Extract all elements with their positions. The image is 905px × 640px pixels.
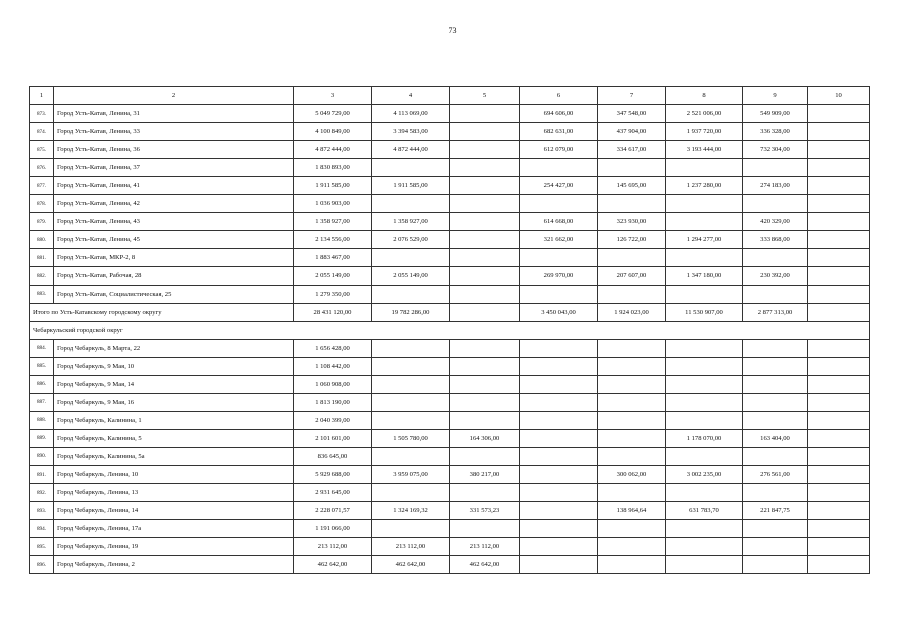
value-cell-c8 xyxy=(666,159,743,177)
value-cell-c3: 2 040 399,00 xyxy=(294,411,372,429)
value-cell-c8 xyxy=(666,447,743,465)
value-cell-c10 xyxy=(808,502,870,520)
value-cell-c9: 336 328,00 xyxy=(743,123,808,141)
value-cell-c9: 549 909,00 xyxy=(743,105,808,123)
row-number: 878. xyxy=(30,195,54,213)
row-number: 873. xyxy=(30,105,54,123)
total-value-c9: 2 877 313,00 xyxy=(743,303,808,321)
value-cell-c7 xyxy=(598,447,666,465)
table-row xyxy=(30,177,870,195)
value-cell-c10 xyxy=(808,177,870,195)
value-cell-c4: 3 959 075,00 xyxy=(372,465,450,483)
table-row xyxy=(30,195,870,213)
value-cell-c4: 4 872 444,00 xyxy=(372,141,450,159)
address-cell: Город Усть-Катав, Ленина, 45 xyxy=(54,231,294,249)
value-cell-c7: 207 607,00 xyxy=(598,267,666,285)
row-number: 882. xyxy=(30,267,54,285)
address-cell: Город Усть-Катав, Ленина, 43 xyxy=(54,213,294,231)
value-cell-c9 xyxy=(743,357,808,375)
value-cell-c8 xyxy=(666,538,743,556)
table-row xyxy=(30,159,870,177)
value-cell-c6: 269 970,00 xyxy=(520,267,598,285)
value-cell-c5 xyxy=(450,105,520,123)
value-cell-c10 xyxy=(808,411,870,429)
row-number: 876. xyxy=(30,159,54,177)
value-cell-c7: 300 062,00 xyxy=(598,465,666,483)
value-cell-c9: 420 329,00 xyxy=(743,213,808,231)
value-cell-c4 xyxy=(372,520,450,538)
value-cell-c10 xyxy=(808,159,870,177)
value-cell-c3: 5 049 729,00 xyxy=(294,105,372,123)
value-cell-c6 xyxy=(520,465,598,483)
value-cell-c9 xyxy=(743,556,808,574)
value-cell-c6 xyxy=(520,484,598,502)
address-cell: Город Чебаркуль, 9 Мая, 16 xyxy=(54,393,294,411)
value-cell-c3: 2 101 601,00 xyxy=(294,429,372,447)
table-row xyxy=(30,411,870,429)
row-number: 883. xyxy=(30,285,54,303)
value-cell-c5 xyxy=(450,177,520,195)
value-cell-c8 xyxy=(666,484,743,502)
value-cell-c7: 347 548,00 xyxy=(598,105,666,123)
row-number: 881. xyxy=(30,249,54,267)
value-cell-c6 xyxy=(520,339,598,357)
value-cell-c10 xyxy=(808,285,870,303)
table-row xyxy=(30,213,870,231)
value-cell-c7 xyxy=(598,538,666,556)
value-cell-c5 xyxy=(450,411,520,429)
value-cell-c10 xyxy=(808,357,870,375)
value-cell-c7 xyxy=(598,339,666,357)
value-cell-c10 xyxy=(808,538,870,556)
value-cell-c8: 631 783,70 xyxy=(666,502,743,520)
value-cell-c9: 221 847,75 xyxy=(743,502,808,520)
value-cell-c4 xyxy=(372,339,450,357)
address-cell: Город Чебаркуль, Ленина, 19 xyxy=(54,538,294,556)
value-cell-c10 xyxy=(808,520,870,538)
row-number: 877. xyxy=(30,177,54,195)
row-number: 892. xyxy=(30,484,54,502)
value-cell-c4 xyxy=(372,195,450,213)
value-cell-c5: 462 642,00 xyxy=(450,556,520,574)
table-row xyxy=(30,267,870,285)
value-cell-c9: 732 304,00 xyxy=(743,141,808,159)
value-cell-c10 xyxy=(808,123,870,141)
data-table xyxy=(29,86,870,574)
value-cell-c4: 2 076 529,00 xyxy=(372,231,450,249)
value-cell-c6: 254 427,00 xyxy=(520,177,598,195)
value-cell-c8: 1 294 277,00 xyxy=(666,231,743,249)
total-value-c5 xyxy=(450,303,520,321)
section-title: Чебаркульский городской округ xyxy=(30,321,870,339)
value-cell-c9: 274 183,00 xyxy=(743,177,808,195)
value-cell-c4 xyxy=(372,357,450,375)
value-cell-c3: 2 228 071,57 xyxy=(294,502,372,520)
value-cell-c5 xyxy=(450,393,520,411)
value-cell-c5: 380 217,00 xyxy=(450,465,520,483)
value-cell-c5: 213 112,00 xyxy=(450,538,520,556)
value-cell-c7 xyxy=(598,556,666,574)
address-cell: Город Усть-Катав, Социалистическая, 25 xyxy=(54,285,294,303)
value-cell-c6: 614 668,00 xyxy=(520,213,598,231)
row-number: 880. xyxy=(30,231,54,249)
value-cell-c9 xyxy=(743,447,808,465)
value-cell-c6 xyxy=(520,375,598,393)
value-cell-c9: 333 868,00 xyxy=(743,231,808,249)
column-header-row xyxy=(30,87,870,105)
address-cell: Город Усть-Катав, Ленина, 36 xyxy=(54,141,294,159)
value-cell-c3: 4 872 444,00 xyxy=(294,141,372,159)
row-number: 893. xyxy=(30,502,54,520)
row-number: 895. xyxy=(30,538,54,556)
table-row xyxy=(30,393,870,411)
row-number: 894. xyxy=(30,520,54,538)
value-cell-c4: 3 394 583,00 xyxy=(372,123,450,141)
value-cell-c8 xyxy=(666,339,743,357)
table-row xyxy=(30,339,870,357)
value-cell-c10 xyxy=(808,393,870,411)
row-number: 890. xyxy=(30,447,54,465)
value-cell-c5 xyxy=(450,123,520,141)
table-row xyxy=(30,447,870,465)
value-cell-c6 xyxy=(520,538,598,556)
value-cell-c8 xyxy=(666,411,743,429)
row-number: 888. xyxy=(30,411,54,429)
total-value-c4: 19 782 286,00 xyxy=(372,303,450,321)
value-cell-c6 xyxy=(520,159,598,177)
value-cell-c6: 682 631,00 xyxy=(520,123,598,141)
value-cell-c4: 4 113 069,00 xyxy=(372,105,450,123)
value-cell-c5 xyxy=(450,159,520,177)
column-header: 10 xyxy=(808,87,870,105)
row-number: 884. xyxy=(30,339,54,357)
value-cell-c4: 213 112,00 xyxy=(372,538,450,556)
value-cell-c8: 3 193 444,00 xyxy=(666,141,743,159)
value-cell-c3: 1 883 467,00 xyxy=(294,249,372,267)
value-cell-c3: 1 191 066,00 xyxy=(294,520,372,538)
value-cell-c5 xyxy=(450,231,520,249)
column-header: 2 xyxy=(54,87,294,105)
value-cell-c10 xyxy=(808,267,870,285)
total-row xyxy=(30,303,870,321)
value-cell-c8: 1 237 280,00 xyxy=(666,177,743,195)
address-cell: Город Усть-Катав, Ленина, 41 xyxy=(54,177,294,195)
value-cell-c8: 2 521 006,00 xyxy=(666,105,743,123)
total-value-c6: 3 450 043,00 xyxy=(520,303,598,321)
value-cell-c4: 462 642,00 xyxy=(372,556,450,574)
value-cell-c10 xyxy=(808,465,870,483)
value-cell-c5: 164 306,00 xyxy=(450,429,520,447)
value-cell-c3: 1 279 350,00 xyxy=(294,285,372,303)
value-cell-c4: 1 358 927,00 xyxy=(372,213,450,231)
value-cell-c3: 4 100 849,00 xyxy=(294,123,372,141)
value-cell-c10 xyxy=(808,105,870,123)
value-cell-c4: 1 324 169,32 xyxy=(372,502,450,520)
value-cell-c8 xyxy=(666,285,743,303)
value-cell-c10 xyxy=(808,141,870,159)
value-cell-c5 xyxy=(450,339,520,357)
value-cell-c4: 1 911 585,00 xyxy=(372,177,450,195)
value-cell-c8 xyxy=(666,195,743,213)
column-header: 9 xyxy=(743,87,808,105)
value-cell-c9: 163 404,00 xyxy=(743,429,808,447)
value-cell-c4: 2 055 149,00 xyxy=(372,267,450,285)
value-cell-c6 xyxy=(520,411,598,429)
address-cell: Город Усть-Катав, МКР-2, 8 xyxy=(54,249,294,267)
value-cell-c7: 145 695,00 xyxy=(598,177,666,195)
value-cell-c10 xyxy=(808,556,870,574)
value-cell-c9 xyxy=(743,393,808,411)
value-cell-c7: 138 964,64 xyxy=(598,502,666,520)
value-cell-c4 xyxy=(372,411,450,429)
value-cell-c10 xyxy=(808,339,870,357)
address-cell: Город Чебаркуль, Калинина, 1 xyxy=(54,411,294,429)
table-row xyxy=(30,502,870,520)
value-cell-c8 xyxy=(666,556,743,574)
total-value-c8: 11 530 907,00 xyxy=(666,303,743,321)
value-cell-c5 xyxy=(450,447,520,465)
value-cell-c7 xyxy=(598,393,666,411)
value-cell-c4 xyxy=(372,447,450,465)
row-number: 896. xyxy=(30,556,54,574)
table-row xyxy=(30,538,870,556)
value-cell-c3: 1 911 585,00 xyxy=(294,177,372,195)
value-cell-c10 xyxy=(808,447,870,465)
value-cell-c3: 2 931 645,00 xyxy=(294,484,372,502)
value-cell-c3: 1 036 903,00 xyxy=(294,195,372,213)
value-cell-c6 xyxy=(520,520,598,538)
value-cell-c3: 836 645,00 xyxy=(294,447,372,465)
value-cell-c9 xyxy=(743,339,808,357)
table-row xyxy=(30,429,870,447)
table-row xyxy=(30,123,870,141)
total-value-c7: 1 924 023,00 xyxy=(598,303,666,321)
value-cell-c9 xyxy=(743,249,808,267)
address-cell: Город Чебаркуль, Ленина, 13 xyxy=(54,484,294,502)
value-cell-c5 xyxy=(450,267,520,285)
value-cell-c8: 1 937 720,00 xyxy=(666,123,743,141)
value-cell-c4 xyxy=(372,159,450,177)
value-cell-c9 xyxy=(743,411,808,429)
value-cell-c7 xyxy=(598,285,666,303)
table-row xyxy=(30,105,870,123)
row-number: 891. xyxy=(30,465,54,483)
value-cell-c6 xyxy=(520,195,598,213)
value-cell-c5 xyxy=(450,195,520,213)
value-cell-c5 xyxy=(450,249,520,267)
value-cell-c8 xyxy=(666,213,743,231)
value-cell-c7: 437 904,00 xyxy=(598,123,666,141)
address-cell: Город Чебаркуль, 9 Мая, 10 xyxy=(54,357,294,375)
value-cell-c5: 331 573,23 xyxy=(450,502,520,520)
value-cell-c4 xyxy=(372,484,450,502)
table-row xyxy=(30,556,870,574)
value-cell-c10 xyxy=(808,231,870,249)
total-value-c10 xyxy=(808,303,870,321)
value-cell-c6 xyxy=(520,285,598,303)
address-cell: Город Чебаркуль, 9 Мая, 14 xyxy=(54,375,294,393)
value-cell-c9: 276 561,00 xyxy=(743,465,808,483)
value-cell-c7: 126 722,00 xyxy=(598,231,666,249)
value-cell-c4 xyxy=(372,285,450,303)
value-cell-c10 xyxy=(808,484,870,502)
address-cell: Город Чебаркуль, Ленина, 2 xyxy=(54,556,294,574)
value-cell-c3: 1 656 428,00 xyxy=(294,339,372,357)
value-cell-c8: 1 178 070,00 xyxy=(666,429,743,447)
value-cell-c6 xyxy=(520,429,598,447)
value-cell-c7: 334 617,00 xyxy=(598,141,666,159)
address-cell: Город Чебаркуль, 8 Марта, 22 xyxy=(54,339,294,357)
value-cell-c3: 462 642,00 xyxy=(294,556,372,574)
address-cell: Город Усть-Катав, Ленина, 31 xyxy=(54,105,294,123)
page-number: 73 xyxy=(448,26,457,35)
table-row xyxy=(30,285,870,303)
total-label: Итого по Усть-Катавскому городскому округу xyxy=(30,303,294,321)
row-number: 875. xyxy=(30,141,54,159)
value-cell-c7 xyxy=(598,195,666,213)
value-cell-c3: 213 112,00 xyxy=(294,538,372,556)
row-number: 879. xyxy=(30,213,54,231)
value-cell-c6 xyxy=(520,556,598,574)
value-cell-c4 xyxy=(372,375,450,393)
row-number: 874. xyxy=(30,123,54,141)
section-row xyxy=(30,321,870,339)
value-cell-c4 xyxy=(372,393,450,411)
value-cell-c6 xyxy=(520,393,598,411)
value-cell-c6: 321 662,00 xyxy=(520,231,598,249)
row-number: 889. xyxy=(30,429,54,447)
value-cell-c5 xyxy=(450,141,520,159)
address-cell: Город Усть-Катав, Ленина, 37 xyxy=(54,159,294,177)
value-cell-c9 xyxy=(743,520,808,538)
table-row xyxy=(30,520,870,538)
address-cell: Город Усть-Катав, Ленина, 33 xyxy=(54,123,294,141)
value-cell-c8: 1 347 180,00 xyxy=(666,267,743,285)
value-cell-c8 xyxy=(666,357,743,375)
value-cell-c10 xyxy=(808,375,870,393)
value-cell-c7 xyxy=(598,411,666,429)
value-cell-c3: 1 108 442,00 xyxy=(294,357,372,375)
value-cell-c5 xyxy=(450,375,520,393)
address-cell: Город Чебаркуль, Ленина, 14 xyxy=(54,502,294,520)
value-cell-c3: 1 358 927,00 xyxy=(294,213,372,231)
value-cell-c6: 694 606,00 xyxy=(520,105,598,123)
value-cell-c7 xyxy=(598,249,666,267)
table-row xyxy=(30,484,870,502)
table-row xyxy=(30,141,870,159)
column-header: 1 xyxy=(30,87,54,105)
value-cell-c10 xyxy=(808,213,870,231)
value-cell-c7 xyxy=(598,520,666,538)
column-header: 7 xyxy=(598,87,666,105)
total-value-c3: 28 431 120,00 xyxy=(294,303,372,321)
value-cell-c3: 2 134 556,00 xyxy=(294,231,372,249)
value-cell-c10 xyxy=(808,195,870,213)
value-cell-c3: 1 830 893,00 xyxy=(294,159,372,177)
row-number: 887. xyxy=(30,393,54,411)
value-cell-c10 xyxy=(808,429,870,447)
value-cell-c8 xyxy=(666,375,743,393)
value-cell-c7 xyxy=(598,375,666,393)
value-cell-c5 xyxy=(450,520,520,538)
value-cell-c8: 3 002 235,00 xyxy=(666,465,743,483)
value-cell-c7 xyxy=(598,159,666,177)
value-cell-c7 xyxy=(598,357,666,375)
address-cell: Город Чебаркуль, Калинина, 5а xyxy=(54,447,294,465)
column-header: 5 xyxy=(450,87,520,105)
table-row xyxy=(30,249,870,267)
value-cell-c3: 1 060 908,00 xyxy=(294,375,372,393)
column-header: 4 xyxy=(372,87,450,105)
address-cell: Город Усть-Катав, Рабочая, 28 xyxy=(54,267,294,285)
value-cell-c9 xyxy=(743,159,808,177)
value-cell-c7 xyxy=(598,484,666,502)
value-cell-c8 xyxy=(666,393,743,411)
value-cell-c7: 323 930,00 xyxy=(598,213,666,231)
table-row xyxy=(30,375,870,393)
row-number: 886. xyxy=(30,375,54,393)
table-row xyxy=(30,465,870,483)
value-cell-c6 xyxy=(520,249,598,267)
table-row xyxy=(30,231,870,249)
value-cell-c4 xyxy=(372,249,450,267)
value-cell-c5 xyxy=(450,213,520,231)
value-cell-c5 xyxy=(450,285,520,303)
value-cell-c9: 230 392,00 xyxy=(743,267,808,285)
value-cell-c9 xyxy=(743,375,808,393)
value-cell-c6 xyxy=(520,502,598,520)
address-cell: Город Чебаркуль, Ленина, 17а xyxy=(54,520,294,538)
table-row xyxy=(30,357,870,375)
row-number: 885. xyxy=(30,357,54,375)
value-cell-c7 xyxy=(598,429,666,447)
value-cell-c9 xyxy=(743,285,808,303)
value-cell-c4: 1 505 780,00 xyxy=(372,429,450,447)
value-cell-c8 xyxy=(666,520,743,538)
value-cell-c9 xyxy=(743,195,808,213)
column-header: 6 xyxy=(520,87,598,105)
column-header: 8 xyxy=(666,87,743,105)
value-cell-c10 xyxy=(808,249,870,267)
value-cell-c8 xyxy=(666,249,743,267)
address-cell: Город Усть-Катав, Ленина, 42 xyxy=(54,195,294,213)
value-cell-c5 xyxy=(450,484,520,502)
value-cell-c6 xyxy=(520,357,598,375)
address-cell: Город Чебаркуль, Калинина, 5 xyxy=(54,429,294,447)
value-cell-c3: 5 929 688,00 xyxy=(294,465,372,483)
value-cell-c9 xyxy=(743,484,808,502)
value-cell-c6 xyxy=(520,447,598,465)
value-cell-c9 xyxy=(743,538,808,556)
value-cell-c3: 1 813 190,00 xyxy=(294,393,372,411)
value-cell-c3: 2 055 149,00 xyxy=(294,267,372,285)
value-cell-c5 xyxy=(450,357,520,375)
column-header: 3 xyxy=(294,87,372,105)
value-cell-c6: 612 079,00 xyxy=(520,141,598,159)
address-cell: Город Чебаркуль, Ленина, 10 xyxy=(54,465,294,483)
